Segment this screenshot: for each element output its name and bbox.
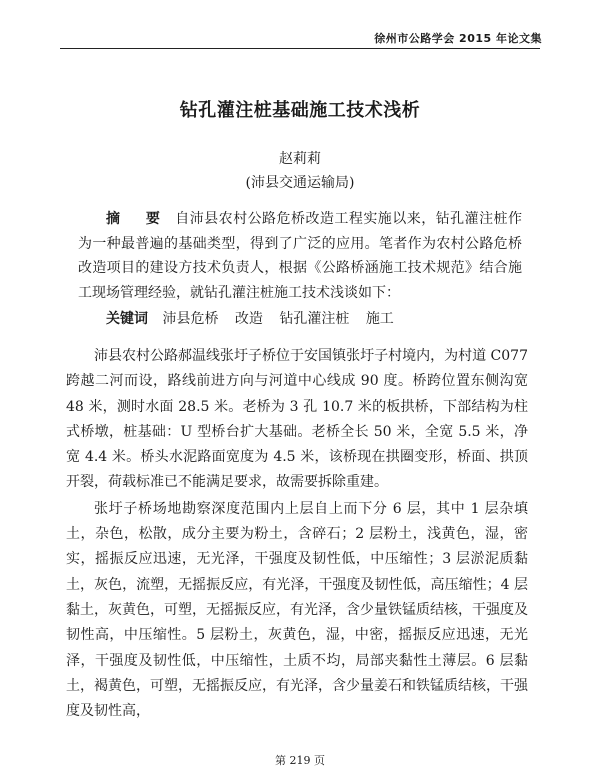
running-header: 徐州市公路学会 2015 年论文集	[374, 32, 542, 45]
header-divider	[60, 48, 540, 49]
keyword-item: 施工	[365, 311, 394, 327]
keywords-block	[106, 307, 522, 331]
paper-title: 钻孔灌注桩基础施工技术浅析	[179, 100, 421, 121]
author-name: 赵莉莉	[279, 151, 321, 167]
abstract-text: 自沛县农村公路危桥改造工程实施以来，钻孔灌注桩作为一种最普遍的基础类型，得到了广泛的应用。笔者作为农村公路危桥改造项目的建设方技术负责人，根据《公路桥涵施工技术规范》结合施工现场管理经验，就钻孔灌注桩施工技术浅谈如下：	[78, 211, 523, 301]
abstract-block	[78, 207, 522, 305]
keyword-item: 改造	[234, 311, 263, 327]
keywords-label: 关键词	[106, 311, 148, 327]
keyword-item: 沛县危桥	[162, 311, 219, 327]
body-paragraph: 沛县农村公路郝温线张圩子桥位于安国镇张圩子村境内，为村道 C077 跨越二河而设，路线前进方向与河道中心线成 90 度。桥跨位置东侧沟宽 48 米，测时水面 28.5 米。老桥为 3 孔 10.7 米的板拱桥，下部结构为柱式桥墩，桩基础：U 型桥台扩大基础。老桥全长 50 米，全宽 5.5 米，净宽 4.4 米。桥头水泥路面宽度为 4.5 米，该桥现在拱圈变形，桥面、拱顶开裂，荷载标准已不能满足要求，故需要拆除重建。	[66, 348, 528, 491]
body-text	[66, 344, 528, 724]
keyword-item: 钻孔灌注桩	[279, 311, 350, 327]
body-paragraph: 张圩子桥场地勘察深度范围内上层自上而下分 6 层，其中 1 层杂填土，杂色，松散，成分主要为粉土，含碎石；2 层粉土，浅黄色，湿，密实，摇振反应迅速，无光泽，干强度及韧性低，中压缩性；3 层淤泥质黏土，灰色，流塑，无摇振反应，有光泽，干强度及韧性低，高压缩性；4 层黏土，灰黄色，可塑，无摇振反应，有光泽，含少量铁锰质结核，干强度及韧性高，中压缩性。5 层粉土，灰黄色，湿，中密，摇振反应迅速，无光泽，干强度及韧性低，中压缩性，土质不均，局部夹黏性土薄层。6 层黏土，褐黄色，可塑，无摇振反应，有光泽，含少量姜石和铁锰质结核，干强度及韧性高，	[66, 500, 528, 720]
page-number: 第 219 页	[275, 754, 325, 767]
author-affiliation: (沛县交通运输局)	[245, 175, 355, 191]
abstract-label: 摘 要	[106, 211, 171, 227]
